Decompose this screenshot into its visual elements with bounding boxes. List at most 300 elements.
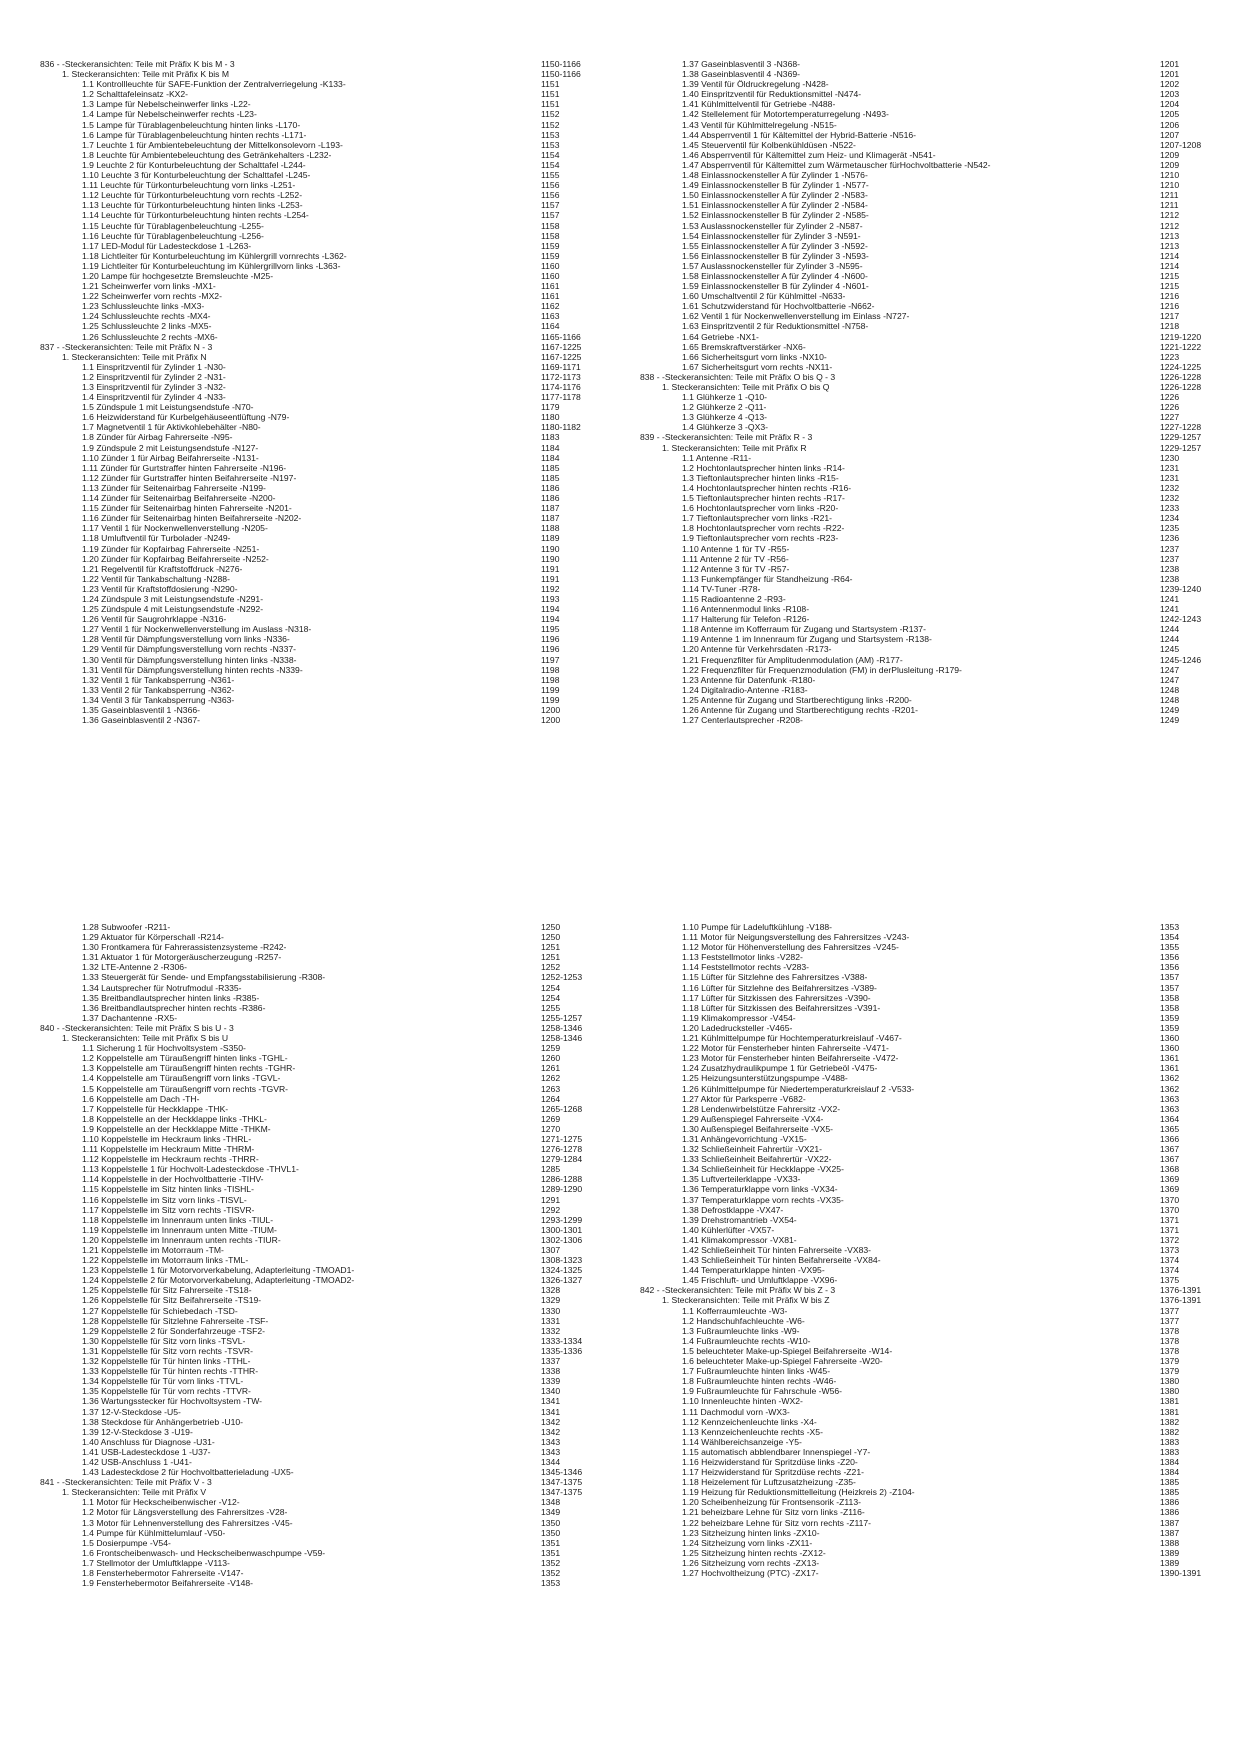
toc-entry-row[interactable] xyxy=(640,1144,1200,1154)
toc-entry-row[interactable] xyxy=(40,1195,600,1205)
toc-entry-row[interactable] xyxy=(40,932,600,942)
toc-entry-row[interactable] xyxy=(640,271,1200,281)
toc-entry-row[interactable] xyxy=(40,705,600,715)
toc-entry-row[interactable] xyxy=(640,221,1200,231)
toc-entry-row[interactable] xyxy=(640,1235,1200,1245)
toc-entry-row[interactable] xyxy=(40,685,600,695)
toc-entry-row[interactable] xyxy=(640,453,1200,463)
toc-section-row[interactable] xyxy=(40,1487,600,1497)
toc-entry-title: 1.17 Ventil 1 für Nockenwellenverstellung -N205- xyxy=(82,523,268,534)
toc-entry-row[interactable] xyxy=(40,150,600,160)
toc-entry-row[interactable] xyxy=(640,1346,1200,1356)
toc-entry-row[interactable] xyxy=(40,922,600,932)
toc-entry-row[interactable] xyxy=(640,624,1200,634)
toc-entry-title: 1.24 Sitzheizung vorn links -ZX11- xyxy=(682,1537,813,1548)
toc-entry-row[interactable] xyxy=(40,130,600,140)
toc-entry-row[interactable] xyxy=(40,1396,600,1406)
toc-entry-row[interactable] xyxy=(640,291,1200,301)
toc-entry-row[interactable] xyxy=(640,1174,1200,1184)
toc-entry-row[interactable] xyxy=(40,695,600,705)
toc-entry-row[interactable] xyxy=(40,140,600,150)
toc-entry-row[interactable] xyxy=(40,301,600,311)
toc-entry-row[interactable] xyxy=(40,473,600,483)
toc-entry-row[interactable] xyxy=(640,140,1200,150)
toc-entry-row[interactable] xyxy=(40,1134,600,1144)
toc-entry-row[interactable] xyxy=(640,1528,1200,1538)
toc-entry-row[interactable] xyxy=(640,705,1200,715)
toc-entry-row[interactable] xyxy=(640,1094,1200,1104)
toc-entry-row[interactable] xyxy=(640,1497,1200,1507)
toc-entry-row[interactable] xyxy=(640,1356,1200,1366)
toc-entry-row[interactable] xyxy=(40,655,600,665)
toc-entry-row[interactable] xyxy=(640,1205,1200,1215)
toc-entry-row[interactable] xyxy=(640,1336,1200,1346)
toc-entry-row[interactable] xyxy=(640,922,1200,932)
toc-entry-row[interactable] xyxy=(40,952,600,962)
toc-entry-row[interactable] xyxy=(640,1407,1200,1417)
toc-entry-row[interactable] xyxy=(640,715,1200,725)
toc-entry-row[interactable] xyxy=(40,1518,600,1528)
toc-entry-row[interactable] xyxy=(640,1477,1200,1487)
toc-entry-row[interactable] xyxy=(40,1063,600,1073)
toc-entry-row[interactable] xyxy=(640,1447,1200,1457)
toc-entry-row[interactable] xyxy=(640,1396,1200,1406)
toc-entry-row[interactable] xyxy=(40,89,600,99)
toc-entry-row[interactable] xyxy=(40,1275,600,1285)
toc-entry-row[interactable] xyxy=(40,332,600,342)
toc-entry-row[interactable] xyxy=(640,332,1200,342)
toc-entry-row[interactable] xyxy=(40,1336,600,1346)
toc-entry-row[interactable] xyxy=(640,321,1200,331)
toc-chapter-row[interactable] xyxy=(40,342,600,352)
toc-entry-row[interactable] xyxy=(40,1124,600,1134)
toc-entry-row[interactable] xyxy=(40,1255,600,1265)
toc-entry-row[interactable] xyxy=(40,1376,600,1386)
toc-entry-row[interactable] xyxy=(640,1013,1200,1023)
toc-entry-title: 1.29 Außenspiegel Fahrerseite -VX4- xyxy=(682,1113,824,1124)
toc-entry-row[interactable] xyxy=(40,1306,600,1316)
toc-entry-title: 1.16 Antennenmodul links -R108- xyxy=(682,604,810,615)
toc-entry-row[interactable] xyxy=(640,210,1200,220)
toc-entry-title: 1.18 Koppelstelle im Innenraum unten links -TIUL- xyxy=(82,1214,274,1225)
toc-entry-row[interactable] xyxy=(640,89,1200,99)
toc-entry-row[interactable] xyxy=(640,544,1200,554)
toc-chapter-row[interactable] xyxy=(640,432,1200,442)
toc-entry-row[interactable] xyxy=(640,261,1200,271)
toc-entry-row[interactable] xyxy=(640,1548,1200,1558)
toc-entry-row[interactable] xyxy=(40,1003,600,1013)
toc-chapter-row[interactable] xyxy=(640,372,1200,382)
toc-section-row[interactable] xyxy=(640,443,1200,453)
toc-entry-row[interactable] xyxy=(640,1275,1200,1285)
toc-entry-row[interactable] xyxy=(40,1578,600,1588)
toc-entry-pages: 1216 xyxy=(1160,301,1180,312)
toc-entry-pages: 1339 xyxy=(541,1376,561,1387)
toc-entry-pages: 1380 xyxy=(1160,1386,1180,1397)
toc-entry-row[interactable] xyxy=(40,1548,600,1558)
toc-entry-row[interactable] xyxy=(40,1295,600,1305)
toc-entry-row[interactable] xyxy=(40,993,600,1003)
toc-entry-row[interactable] xyxy=(40,231,600,241)
toc-entry-row[interactable] xyxy=(640,1507,1200,1517)
toc-entry-row[interactable] xyxy=(640,109,1200,119)
toc-entry-row[interactable] xyxy=(40,190,600,200)
toc-entry-row[interactable] xyxy=(640,483,1200,493)
toc-entry-row[interactable] xyxy=(40,210,600,220)
toc-entry-pages: 1342 xyxy=(541,1416,561,1427)
toc-entry-row[interactable] xyxy=(40,1013,600,1023)
toc-entry-row[interactable] xyxy=(40,382,600,392)
toc-entry-row[interactable] xyxy=(40,453,600,463)
toc-section-row[interactable] xyxy=(40,1033,600,1043)
toc-entry-pages: 1381 xyxy=(1160,1406,1180,1417)
toc-entry-row[interactable] xyxy=(640,1255,1200,1265)
toc-entry-row[interactable] xyxy=(40,614,600,624)
toc-entry-row[interactable] xyxy=(40,79,600,89)
toc-entry-title: 1.15 Zünder für Seitenairbag hinten Fahrerseite -N201- xyxy=(82,503,292,514)
toc-entry-title: 1.10 Zünder 1 für Airbag Beifahrerseite -N131- xyxy=(82,452,259,463)
toc-entry-row[interactable] xyxy=(40,1316,600,1326)
toc-entry-title: 1.11 Zünder für Gurtstraffer hinten Fahrerseite -N196- xyxy=(82,462,287,473)
toc-entry-row[interactable] xyxy=(640,1376,1200,1386)
toc-entry-row[interactable] xyxy=(640,962,1200,972)
toc-chapter-row[interactable] xyxy=(40,1023,600,1033)
toc-entry-row[interactable] xyxy=(40,962,600,972)
toc-entry-row[interactable] xyxy=(640,1195,1200,1205)
toc-section-row[interactable] xyxy=(640,1295,1200,1305)
toc-entry-row[interactable] xyxy=(40,251,600,261)
toc-entry-row[interactable] xyxy=(640,69,1200,79)
toc-entry-row[interactable] xyxy=(40,513,600,523)
toc-entry-row[interactable] xyxy=(40,544,600,554)
toc-entry-row[interactable] xyxy=(640,993,1200,1003)
toc-entry-row[interactable] xyxy=(640,1366,1200,1376)
toc-entry-row[interactable] xyxy=(40,463,600,473)
toc-entry-row[interactable] xyxy=(640,1487,1200,1497)
toc-entry-row[interactable] xyxy=(640,1245,1200,1255)
toc-entry-row[interactable] xyxy=(640,1063,1200,1073)
toc-entry-row[interactable] xyxy=(40,392,600,402)
toc-entry-row[interactable] xyxy=(40,443,600,453)
toc-section-row[interactable] xyxy=(640,382,1200,392)
toc-entry-row[interactable] xyxy=(40,533,600,543)
toc-entry-row[interactable] xyxy=(40,1558,600,1568)
toc-entry-row[interactable] xyxy=(40,109,600,119)
toc-chapter-row[interactable] xyxy=(40,59,600,69)
toc-entry-pages: 1361 xyxy=(1160,1053,1180,1064)
toc-entry-row[interactable] xyxy=(640,503,1200,513)
toc-entry-row[interactable] xyxy=(40,1265,600,1275)
toc-entry-row[interactable] xyxy=(40,1094,600,1104)
toc-entry-row[interactable] xyxy=(40,584,600,594)
toc-entry-row[interactable] xyxy=(40,372,600,382)
toc-entry-row[interactable] xyxy=(640,200,1200,210)
toc-entry-row[interactable] xyxy=(40,554,600,564)
toc-entry-title: 1.14 Feststellmotor rechts -V283- xyxy=(682,962,810,973)
toc-entry-row[interactable] xyxy=(40,241,600,251)
toc-entry-row[interactable] xyxy=(640,983,1200,993)
toc-entry-row[interactable] xyxy=(40,311,600,321)
toc-entry-row[interactable] xyxy=(40,1427,600,1437)
toc-entry-row[interactable] xyxy=(40,412,600,422)
toc-entry-row[interactable] xyxy=(40,1164,600,1174)
toc-entry-row[interactable] xyxy=(40,1235,600,1245)
toc-entry-row[interactable] xyxy=(640,1568,1200,1578)
toc-entry-row[interactable] xyxy=(40,291,600,301)
toc-entry-row[interactable] xyxy=(640,952,1200,962)
toc-entry-row[interactable] xyxy=(40,1285,600,1295)
toc-entry-row[interactable] xyxy=(640,1457,1200,1467)
toc-entry-row[interactable] xyxy=(640,463,1200,473)
toc-entry-row[interactable] xyxy=(40,1184,600,1194)
toc-entry-row[interactable] xyxy=(640,1104,1200,1114)
toc-entry-row[interactable] xyxy=(640,1073,1200,1083)
toc-entry-row[interactable] xyxy=(640,523,1200,533)
toc-entry-row[interactable] xyxy=(40,261,600,271)
toc-entry-row[interactable] xyxy=(40,1084,600,1094)
toc-entry-title: 1.36 Temperaturklappe vorn links -VX34- xyxy=(682,1184,838,1195)
toc-entry-row[interactable] xyxy=(640,1184,1200,1194)
toc-entry-row[interactable] xyxy=(640,554,1200,564)
toc-entry-row[interactable] xyxy=(640,1033,1200,1043)
toc-entry-row[interactable] xyxy=(640,533,1200,543)
toc-entry-row[interactable] xyxy=(640,574,1200,584)
toc-entry-row[interactable] xyxy=(640,180,1200,190)
toc-entry-pages: 1249 xyxy=(1160,715,1180,726)
toc-entry-row[interactable] xyxy=(640,120,1200,130)
toc-entry-row[interactable] xyxy=(640,251,1200,261)
toc-section-row[interactable] xyxy=(40,352,600,362)
toc-entry-row[interactable] xyxy=(640,695,1200,705)
toc-entry-row[interactable] xyxy=(640,1114,1200,1124)
toc-entry-row[interactable] xyxy=(40,402,600,412)
toc-entry-row[interactable] xyxy=(640,1306,1200,1316)
toc-entry-row[interactable] xyxy=(40,1447,600,1457)
toc-entry-row[interactable] xyxy=(40,1538,600,1548)
toc-entry-row[interactable] xyxy=(640,493,1200,503)
toc-entry-pages: 1389 xyxy=(1160,1557,1180,1568)
toc-entry-row[interactable] xyxy=(40,1144,600,1154)
toc-entry-row[interactable] xyxy=(40,483,600,493)
toc-entry-title: 1.57 Auslassnockensteller für Zylinder 3 -N595- xyxy=(682,260,863,271)
toc-entry-row[interactable] xyxy=(640,564,1200,574)
toc-entry-row[interactable] xyxy=(40,1356,600,1366)
toc-entry-row[interactable] xyxy=(640,99,1200,109)
toc-entry-row[interactable] xyxy=(40,1205,600,1215)
toc-entry-row[interactable] xyxy=(40,715,600,725)
toc-entry-row[interactable] xyxy=(640,1134,1200,1144)
toc-entry-row[interactable] xyxy=(640,1043,1200,1053)
toc-entry-row[interactable] xyxy=(40,1507,600,1517)
toc-entry-row[interactable] xyxy=(640,170,1200,180)
toc-entry-row[interactable] xyxy=(640,1215,1200,1225)
toc-entry-row[interactable] xyxy=(40,120,600,130)
toc-entry-row[interactable] xyxy=(40,221,600,231)
toc-entry-row[interactable] xyxy=(40,523,600,533)
toc-entry-row[interactable] xyxy=(40,604,600,614)
toc-entry-row[interactable] xyxy=(40,1073,600,1083)
toc-entry-row[interactable] xyxy=(40,180,600,190)
toc-entry-title: 1.64 Getriebe -NX1- xyxy=(682,331,759,342)
toc-entry-row[interactable] xyxy=(640,1467,1200,1477)
toc-entry-row[interactable] xyxy=(40,1225,600,1235)
toc-entry-row[interactable] xyxy=(40,665,600,675)
toc-entry-row[interactable] xyxy=(40,634,600,644)
toc-entry-title: 1.11 Leuchte für Türkonturbeleuchtung vorn links -L251- xyxy=(82,180,296,191)
toc-entry-row[interactable] xyxy=(40,1568,600,1578)
toc-entry-row[interactable] xyxy=(640,352,1200,362)
toc-entry-row[interactable] xyxy=(40,271,600,281)
toc-entry-row[interactable] xyxy=(40,362,600,372)
toc-chapter-row[interactable] xyxy=(40,1477,600,1487)
toc-entry-row[interactable] xyxy=(40,1245,600,1255)
toc-entry-row[interactable] xyxy=(640,1084,1200,1094)
toc-entry-row[interactable] xyxy=(40,493,600,503)
toc-entry-row[interactable] xyxy=(640,301,1200,311)
toc-entry-title: 1.42 Schließeinheit Tür hinten Fahrerseite -VX83- xyxy=(682,1245,872,1255)
toc-entry-row[interactable] xyxy=(640,342,1200,352)
toc-entry-title: 838 - -Steckeransichten: Teile mit Präfix O bis Q - 3 xyxy=(640,371,836,382)
toc-entry-row[interactable] xyxy=(640,1154,1200,1164)
toc-entry-row[interactable] xyxy=(640,1003,1200,1013)
toc-entry-row[interactable] xyxy=(40,1154,600,1164)
toc-entry-row[interactable] xyxy=(40,1407,600,1417)
toc-entry-row[interactable] xyxy=(40,574,600,584)
toc-entry-row[interactable] xyxy=(640,402,1200,412)
toc-entry-row[interactable] xyxy=(40,1497,600,1507)
toc-entry-row[interactable] xyxy=(40,983,600,993)
toc-entry-row[interactable] xyxy=(40,503,600,513)
toc-entry-row[interactable] xyxy=(640,473,1200,483)
toc-entry-row[interactable] xyxy=(40,1326,600,1336)
toc-entry-row[interactable] xyxy=(40,1053,600,1063)
toc-entry-pages: 1207-1208 xyxy=(1160,139,1202,150)
toc-entry-row[interactable] xyxy=(640,160,1200,170)
toc-entry-row[interactable] xyxy=(40,99,600,109)
toc-section-row[interactable] xyxy=(40,69,600,79)
toc-entry-row[interactable] xyxy=(40,942,600,952)
toc-entry-row[interactable] xyxy=(640,1558,1200,1568)
toc-entry-row[interactable] xyxy=(640,392,1200,402)
toc-entry-row[interactable] xyxy=(640,675,1200,685)
toc-entry-row[interactable] xyxy=(40,432,600,442)
toc-entry-row[interactable] xyxy=(640,1023,1200,1033)
toc-entry-row[interactable] xyxy=(640,79,1200,89)
toc-entry-row[interactable] xyxy=(640,1518,1200,1528)
toc-entry-row[interactable] xyxy=(40,1346,600,1356)
toc-entry-row[interactable] xyxy=(40,1457,600,1467)
toc-entry-row[interactable] xyxy=(640,150,1200,160)
toc-entry-pages: 1262 xyxy=(541,1073,561,1084)
toc-entry-row[interactable] xyxy=(40,1467,600,1477)
toc-entry-pages: 1244 xyxy=(1160,624,1180,635)
toc-entry-row[interactable] xyxy=(640,1427,1200,1437)
toc-entry-row[interactable] xyxy=(40,675,600,685)
toc-entry-row[interactable] xyxy=(640,614,1200,624)
toc-entry-row[interactable] xyxy=(640,1265,1200,1275)
toc-entry-row[interactable] xyxy=(40,972,600,982)
toc-entry-row[interactable] xyxy=(40,321,600,331)
toc-entry-row[interactable] xyxy=(640,604,1200,614)
toc-entry-title: 1.47 Absperrventil für Kältemittel zum Wärmetauscher fürHochvoltbatterie -N542- xyxy=(682,159,991,170)
toc-entry-row[interactable] xyxy=(40,1174,600,1184)
toc-entry-title: 1.55 Einlassnockensteller A für Zylinder 3 -N592- xyxy=(682,240,868,251)
toc-entry-row[interactable] xyxy=(640,1225,1200,1235)
toc-entry-row[interactable] xyxy=(640,1386,1200,1396)
toc-entry-row[interactable] xyxy=(640,685,1200,695)
toc-entry-row[interactable] xyxy=(640,942,1200,952)
toc-entry-row[interactable] xyxy=(40,200,600,210)
toc-entry-row[interactable] xyxy=(40,1366,600,1376)
toc-entry-row[interactable] xyxy=(40,1104,600,1114)
toc-entry-row[interactable] xyxy=(640,231,1200,241)
toc-entry-row[interactable] xyxy=(640,1326,1200,1336)
toc-entry-pages: 1341 xyxy=(541,1396,561,1407)
toc-entry-row[interactable] xyxy=(40,160,600,170)
toc-entry-row[interactable] xyxy=(640,655,1200,665)
toc-entry-row[interactable] xyxy=(640,513,1200,523)
toc-entry-row[interactable] xyxy=(640,644,1200,654)
toc-entry-row[interactable] xyxy=(640,422,1200,432)
toc-entry-row[interactable] xyxy=(40,281,600,291)
toc-entry-row[interactable] xyxy=(40,1386,600,1396)
toc-entry-row[interactable] xyxy=(640,130,1200,140)
toc-entry-row[interactable] xyxy=(640,1437,1200,1447)
toc-entry-row[interactable] xyxy=(640,311,1200,321)
toc-entry-title: 1.3 Glühkerze 4 -Q13- xyxy=(682,412,768,423)
toc-entry-title: 1.9 Fensterhebermotor Beifahrerseite -V148- xyxy=(82,1578,254,1589)
toc-entry-row[interactable] xyxy=(640,1164,1200,1174)
toc-entry-row[interactable] xyxy=(640,972,1200,982)
toc-entry-row[interactable] xyxy=(640,1417,1200,1427)
toc-entry-row[interactable] xyxy=(640,584,1200,594)
toc-entry-row[interactable] xyxy=(640,281,1200,291)
toc-block-bottom-right xyxy=(640,922,1200,1578)
toc-chapter-row[interactable] xyxy=(640,1285,1200,1295)
toc-entry-row[interactable] xyxy=(640,412,1200,422)
toc-entry-row[interactable] xyxy=(40,644,600,654)
toc-entry-pages: 1200 xyxy=(541,715,561,726)
toc-entry-row[interactable] xyxy=(40,1417,600,1427)
toc-entry-row[interactable] xyxy=(40,624,600,634)
toc-entry-row[interactable] xyxy=(640,594,1200,604)
toc-entry-row[interactable] xyxy=(640,634,1200,644)
toc-entry-row[interactable] xyxy=(40,1215,600,1225)
toc-entry-title: 1.56 Einlassnockensteller B für Zylinder 3 -N593- xyxy=(682,250,869,261)
toc-entry-row[interactable] xyxy=(40,1437,600,1447)
toc-entry-row[interactable] xyxy=(40,564,600,574)
toc-entry-row[interactable] xyxy=(40,594,600,604)
toc-entry-row[interactable] xyxy=(640,190,1200,200)
toc-entry-row[interactable] xyxy=(640,362,1200,372)
toc-entry-row[interactable] xyxy=(40,1528,600,1538)
toc-entry-row[interactable] xyxy=(40,422,600,432)
toc-entry-row[interactable] xyxy=(640,1538,1200,1548)
toc-entry-title: 1.28 Koppelstelle für Sitzlehne Fahrerseite -TSF- xyxy=(82,1315,269,1326)
toc-entry-row[interactable] xyxy=(40,1114,600,1124)
toc-entry-row[interactable] xyxy=(640,241,1200,251)
toc-entry-row[interactable] xyxy=(640,59,1200,69)
toc-entry-row[interactable] xyxy=(640,932,1200,942)
toc-entry-row[interactable] xyxy=(40,170,600,180)
toc-entry-row[interactable] xyxy=(640,1124,1200,1134)
toc-entry-pages: 1218 xyxy=(1160,321,1180,332)
toc-entry-row[interactable] xyxy=(640,665,1200,675)
toc-entry-row[interactable] xyxy=(640,1053,1200,1063)
toc-entry-row[interactable] xyxy=(640,1316,1200,1326)
toc-entry-pages: 1356 xyxy=(1160,952,1180,963)
toc-entry-row[interactable] xyxy=(40,1043,600,1053)
